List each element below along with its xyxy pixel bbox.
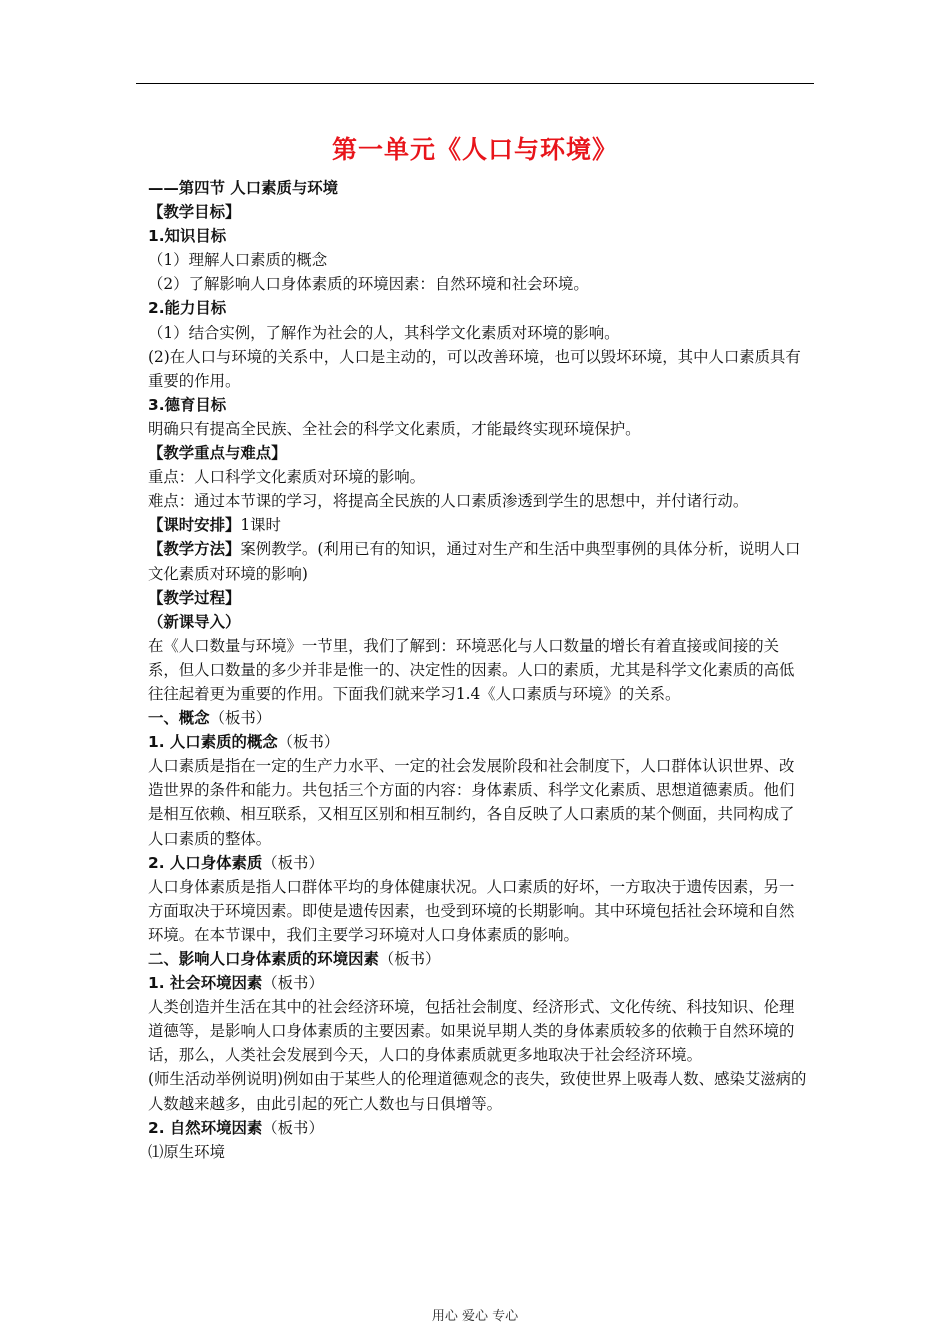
section1-sub1-heading-line [148, 730, 808, 754]
knowledge-goal-heading: 1.知识目标 [148, 227, 227, 246]
section1-sub1-heading: 1. 人口素质的概念 [148, 733, 278, 752]
schedule-line [148, 513, 808, 537]
section2-sub1-example: (师生活动举例说明)例如由于某些人的伦理道德观念的丧失，致使世界上吸毒人数、感染艾滋病的人数越来越多，由此引起的死亡人数也与日俱增等。 [148, 1070, 807, 1113]
schedule-label: 【课时安排】 [148, 516, 241, 535]
key-point-focus: 重点：人口科学文化素质对环境的影响。 [148, 468, 426, 487]
header-rule [136, 83, 814, 84]
intro-text: 在《人口数量与环境》一节里，我们了解到：环境恶化与人口数量的增长有着直接或间接的关系，但人口数量的多少并非是惟一的、决定性的因素。人口的素质，尤其是科学文化素质的高低往往起着更为重要的作用。下面我们就来学习1.4《人口素质与环境》的关系。 [148, 636, 795, 703]
section2-sub2-item-1: ⑴原生环境 [148, 1142, 225, 1161]
section2-sub1-heading: 1. 社会环境因素 [148, 974, 263, 993]
section1-sub2-heading: 2. 人口身体素质 [148, 853, 263, 872]
section2-sub1-heading-line [148, 971, 808, 995]
key-point-difficulty: 难点：通过本节课的学习，将提高全民族的人口素质渗透到学生的思想中，并付诸行动。 [148, 492, 749, 511]
goals-heading: 【教学目标】 [148, 203, 241, 222]
section2-sub2-heading: 2. 自然环境因素 [148, 1118, 263, 1137]
section1-sub2-heading-line [148, 851, 808, 875]
section2-sub2-heading-line [148, 1116, 808, 1140]
page-footer: 用心 爱心 专心 [431, 1309, 519, 1324]
section2-sub1-text: 人类创造并生活在其中的社会经济环境，包括社会制度、经济形式、文化传统、科技知识、伦理道德等，是影响人口身体素质的主要因素。如果说早期人类的身体素质较多的依赖于自然环境的话，那么，人类社会发展到今天，人口的身体素质就更多地取决于社会经济环境。 [148, 998, 795, 1065]
knowledge-goal-item-2: （2）了解影响人口身体素质的环境因素：自然环境和社会环境。 [148, 275, 589, 294]
section2-sub2-note: （板书） [262, 1118, 324, 1137]
section2-sub1-note: （板书） [262, 974, 324, 993]
moral-goal-text: 明确只有提高全民族、全社会的科学文化素质，才能最终实现环境保护。 [148, 419, 641, 438]
ability-goal-item-2: (2)在人口与环境的关系中，人口是主动的，可以改善环境，也可以毁坏环境，其中人口素质具有重要的作用。 [148, 347, 801, 390]
knowledge-goal-item-1: （1）理解人口素质的概念 [148, 251, 328, 270]
method-line [148, 537, 808, 585]
section1-note: （板书） [209, 709, 272, 728]
section1-sub1-note: （板书） [277, 733, 340, 752]
page-title: 第一单元《人口与环境》 [331, 135, 618, 164]
section1-sub2-note: （板书） [262, 853, 324, 872]
section1-heading: 一、概念 [148, 709, 210, 728]
section2-note: （板书） [378, 950, 441, 968]
method-value: 案例教学。(利用已有的知识，通过对生产和生活中典型事例的具体分析，说明人口文化素质对环境的影响) [148, 540, 801, 583]
subtitle: ——第四节 人口素质与环境 [148, 179, 339, 197]
document-body [148, 176, 808, 1164]
section1-sub2-text: 人口身体素质是指人口群体平均的身体健康状况。人口素质的好坏，一方取决于遗传因素，另一方面取决于环境因素。即使是遗传因素，也受到环境的长期影响。其中环境包括社会环境和自然环境。在本节课中，我们主要学习环境对人口身体素质的影响。 [148, 877, 795, 944]
process-heading: 【教学过程】 [148, 588, 241, 607]
moral-goal-heading: 3.德育目标 [148, 395, 227, 414]
intro-heading: （新课导入） [148, 612, 241, 631]
method-label: 【教学方法】 [148, 540, 241, 559]
ability-goal-heading: 2.能力目标 [148, 299, 227, 318]
section2-heading: 二、影响人口身体素质的环境因素 [148, 950, 379, 968]
section1-heading-line [148, 706, 808, 730]
section1-sub1-text: 人口素质是指在一定的生产力水平、一定的社会发展阶段和社会制度下，人口群体认识世界、改造世界的条件和能力。共包括三个方面的内容：身体素质、科学文化素质、思想道德素质。他们是相互依赖、相互联系，又相互区别和相互制约，各自反映了人口素质的某个侧面，共同构成了人口素质的整体。 [148, 757, 795, 848]
section2-heading-line [148, 947, 808, 971]
schedule-value: 1课时 [240, 516, 281, 535]
ability-goal-item-1: （1）结合实例，了解作为社会的人，其科学文化素质对环境的影响。 [148, 323, 620, 342]
key-points-heading: 【教学重点与难点】 [148, 444, 287, 463]
